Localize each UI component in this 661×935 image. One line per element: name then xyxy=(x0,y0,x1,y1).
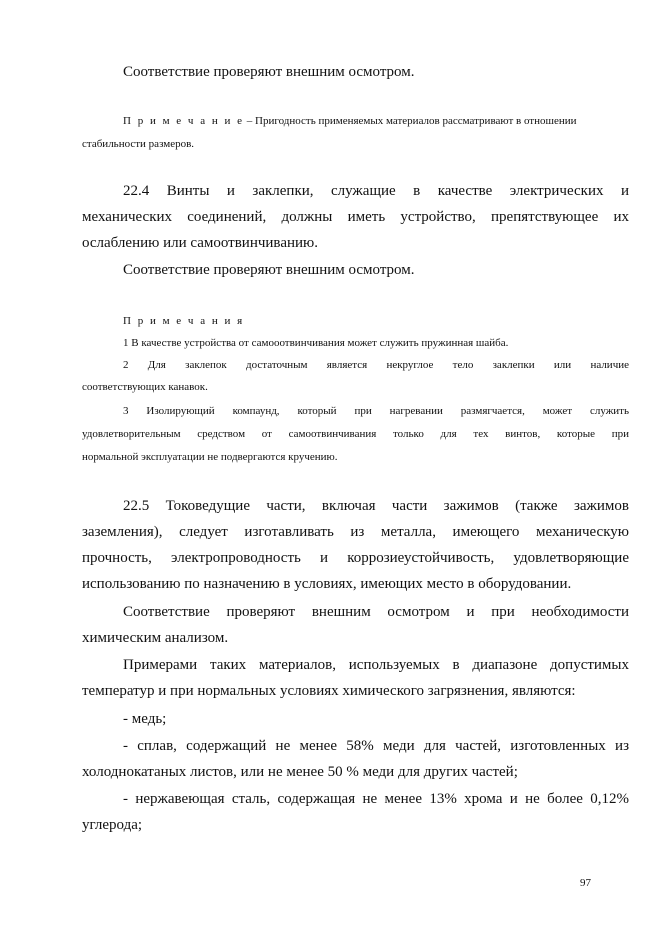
paragraph-compliance-1: Соответствие проверяют внешним осмотром. xyxy=(123,64,415,80)
clause-22-4-line-3: ослаблению или самоотвинчиванию. xyxy=(82,235,318,251)
note-text: Пригодность применяемых материалов рассматривают в отношении xyxy=(255,115,577,127)
list-item-alloy-line-2: холоднокатаных листов, или не менее 50 % меди для других частей; xyxy=(82,764,518,780)
note-item-3-line-2: удовлетворительным средством от самоотвинчивания только для тех винтов, которые при xyxy=(82,428,629,440)
note-label: П р и м е ч а н и е xyxy=(123,115,244,127)
list-item-steel-line-1: - нержавеющая сталь, содержащая не менее 13% хрома и не более 0,12% xyxy=(123,791,629,807)
note-1-line-1 xyxy=(123,115,577,127)
note-dash: – xyxy=(244,115,255,127)
note-item-2-line-1: 2 Для заклепок достаточным является некруглое тело заклепки или наличие xyxy=(123,359,629,371)
note-item-1: 1 В качестве устройства от самооотвинчивания может служить пружинная шайба. xyxy=(123,337,509,349)
clause-22-5-line-1: 22.5 Токоведущие части, включая части зажимов (также зажимов xyxy=(123,498,629,514)
clause-22-4-line-2: механических соединений, должны иметь устройство, препятствующее их xyxy=(82,209,629,225)
clause-22-5-line-3: прочность, электропроводность и коррозиеустойчивость, удовлетворяющие xyxy=(82,550,629,566)
paragraph-compliance-2: Соответствие проверяют внешним осмотром. xyxy=(123,262,415,278)
clause-22-5-line-4: использованию по назначению в условиях, имеющих место в оборудовании. xyxy=(82,576,572,592)
page-number: 97 xyxy=(580,877,591,889)
note-item-3-line-3: нормальной эксплуатации не подвергаются кручению. xyxy=(82,451,338,463)
note-1-line-2: стабильности размеров. xyxy=(82,138,195,150)
note-item-3-line-1: 3 Изолирующий компаунд, который при нагревании размягчается, может служить xyxy=(123,405,629,417)
paragraph-examples-line-1: Примерами таких материалов, используемых в диапазоне допустимых xyxy=(123,657,629,673)
paragraph-compliance-3-line-1: Соответствие проверяют внешним осмотром и при необходимости xyxy=(123,604,629,620)
list-item-steel-line-2: углерода; xyxy=(82,817,143,833)
paragraph-examples-line-2: температур и при нормальных условиях химического загрязнения, являются: xyxy=(82,683,576,699)
clause-22-5-line-2: заземления), следует изготавливать из металла, имеющего механическую xyxy=(82,524,629,540)
note-item-2-line-2: соответствующих канавок. xyxy=(82,381,208,393)
list-item-alloy-line-1: - сплав, содержащий не менее 58% меди для частей, изготовленных из xyxy=(123,738,629,754)
notes-heading: П р и м е ч а н и я xyxy=(123,315,245,327)
clause-22-4-line-1: 22.4 Винты и заклепки, служащие в качестве электрических и xyxy=(123,183,629,199)
list-item-copper: - медь; xyxy=(123,711,167,727)
paragraph-compliance-3-line-2: химическим анализом. xyxy=(82,630,229,646)
